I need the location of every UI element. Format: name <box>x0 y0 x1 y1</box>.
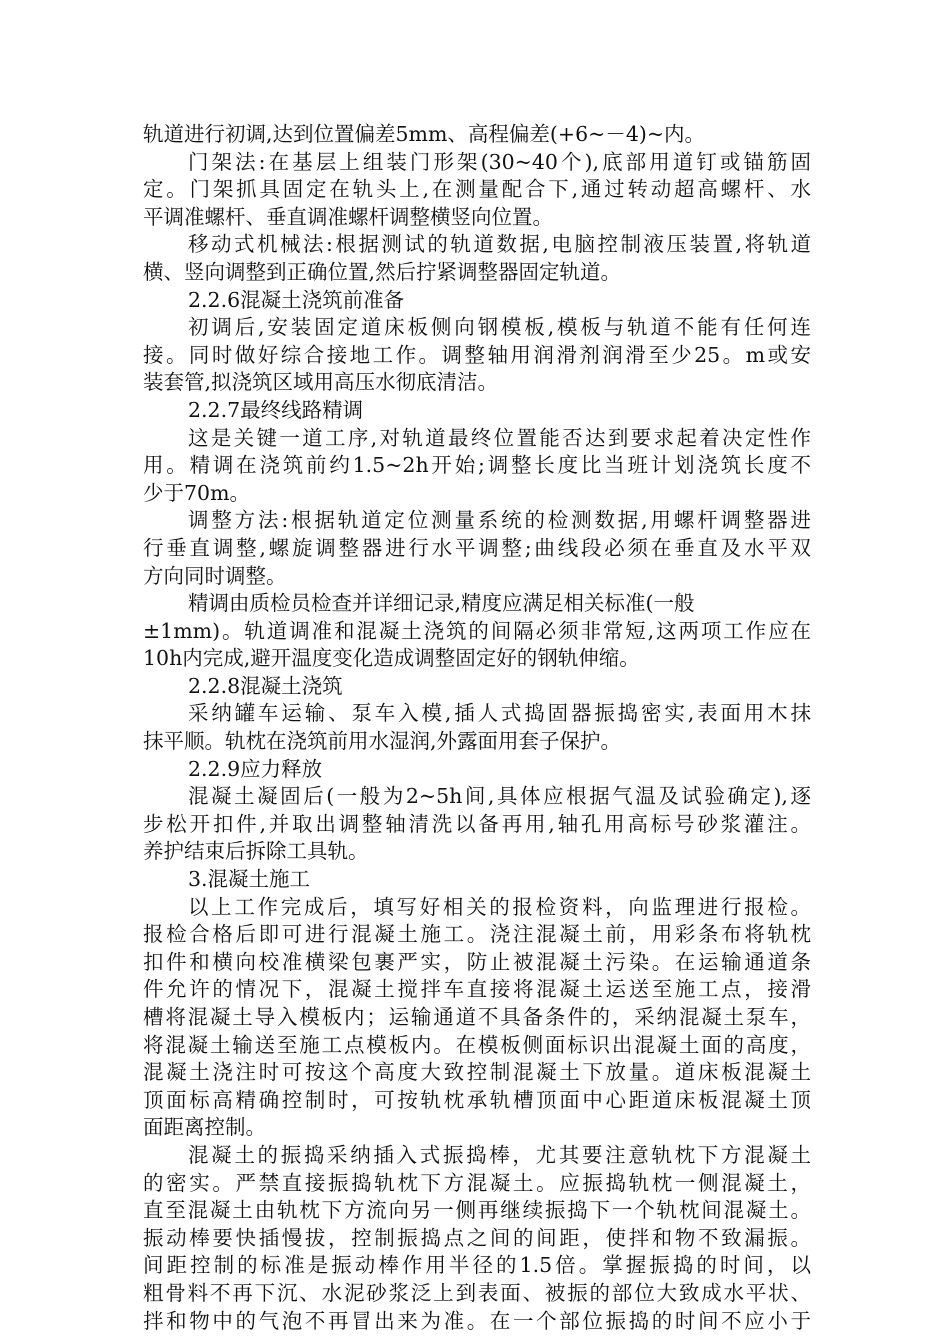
text-line: 调整方法:根据轨道定位测量系统的检测数据,用螺杆调整器进 <box>188 508 811 533</box>
text-line: 报检合格后即可进行混凝土施工。浇注混凝土前，用彩条布将轨枕 <box>143 922 811 947</box>
text-line: 平调准螺杆、垂直调准螺杆调整横竖向位置。 <box>143 204 553 229</box>
text-line: 面距离控制。 <box>143 1115 266 1140</box>
text-line: 养护结束后拆除工具轨。 <box>143 839 369 864</box>
text-line: 定。门架抓具固定在轨头上,在测量配合下,通过转动超高螺杆、水 <box>143 177 811 202</box>
text-line: 间距控制的标准是振动棒作用半径的1.5倍。掌握振捣的时间，以 <box>143 1253 811 1278</box>
text-line: 用。精调在浇筑前约1.5~2h开始;调整长度比当班计划浇筑长度不 <box>143 453 811 478</box>
text-line: 扣件和横向校准横梁包裹严实，防止被混凝土污染。在运输通道条 <box>143 949 811 974</box>
text-line: 将混凝土输送至施工点模板内。在模板侧面标识出混凝土面的高度， <box>143 1032 811 1057</box>
text-line: 件允许的情况下，混凝土搅拌车直接将混凝土运送至施工点，接滑 <box>143 977 811 1002</box>
text-line: 拌和物中的气泡不再冒出来为准。在一个部位振捣的时间不应小于 <box>143 1308 811 1333</box>
text-line: 振动棒要快插慢拔，控制振捣点之间的间距，使拌和物不致漏振。 <box>143 1225 811 1250</box>
text-line: 移动式机械法:根据测试的轨道数据,电脑控制液压装置,将轨道 <box>188 232 811 257</box>
text-line: 采纳罐车运输、泵车入模,插人式捣固器振捣密实,表面用木抹 <box>188 701 811 726</box>
text-line: 槽将混凝土导入模板内；运输通道不具备条件的，采纳混凝土泵车， <box>143 1005 811 1029</box>
text-line: 的密实。严禁直接振捣轨枕下方混凝土。应振捣轨枕一侧混凝土， <box>143 1170 811 1195</box>
text-line: 直至混凝土由轨枕下方流向另一侧再继续振捣下一个轨枕间混凝土。 <box>143 1198 811 1223</box>
text-line: 混凝土的振捣采纳插入式振捣棒，尤其要注意轨枕下方混凝土 <box>188 1142 811 1167</box>
text-line: 精调由质检员检查并详细记录,精度应满足相关标准(一般 <box>188 591 695 616</box>
document-body <box>143 121 811 1335</box>
text-line: 以上工作完成后，填写好相关的报检资料，向监理进行报检。 <box>188 894 811 919</box>
text-line: 混凝土凝固后(一般为2~5h间,具体应根据气温及试验确定),逐 <box>188 784 811 809</box>
text-line: 3.混凝土施工 <box>188 867 311 892</box>
text-line: 门架法:在基层上组装门形架(30~40个),底部用道钉或锚筋固 <box>188 149 811 174</box>
text-line: 装套管,拟浇筑区域用高压水彻底清洁。 <box>143 370 499 395</box>
text-line: 2.2.9应力释放 <box>188 756 323 781</box>
text-line: 初调后,安装固定道床板侧向钢模板,模板与轨道不能有任何连 <box>188 315 811 340</box>
text-line: 行垂直调整,螺旋调整器进行水平调整;曲线段必须在垂直及水平双 <box>143 535 811 560</box>
text-line: 抹平顺。轨枕在浇筑前用水湿润,外露面用套子保护。 <box>143 729 622 754</box>
text-line: 顶面标高精确控制时，可按轨枕承轨槽顶面中心距道床板混凝土顶 <box>143 1087 811 1112</box>
text-line: 2.2.7最终线路精调 <box>188 397 364 422</box>
text-line: 少于70m。 <box>143 480 251 505</box>
text-line: 这是关键一道工序,对轨道最终位置能否达到要求起着决定性作 <box>188 425 811 450</box>
text-line: 混凝土浇注时可按这个高度大致控制混凝土下放量。道床板混凝土 <box>143 1060 811 1085</box>
text-line: 轨道进行初调,达到位置偏差5mm、高程偏差(+6~－4)~内。 <box>143 122 706 146</box>
text-line: 粗骨料不再下沉、水泥砂浆泛上到表面、被振的部位大致成水平状、 <box>143 1280 811 1305</box>
text-line: 接。同时做好综合接地工作。调整轴用润滑剂润滑至少25。m或安 <box>143 342 811 367</box>
text-line: 步松开扣件,并取出调整轴清洗以备再用,轴孔用高标号砂浆灌注。 <box>143 811 811 836</box>
text-line: 横、竖向调整到正确位置,然后拧紧调整器固定轨道。 <box>143 259 622 284</box>
text-line: 2.2.8混凝土浇筑 <box>188 673 343 698</box>
text-line: 10h内完成,避开温度变化造成调整固定好的钢轨伸缩。 <box>143 646 640 671</box>
text-line: 2.2.6混凝土浇筑前准备 <box>188 287 405 312</box>
text-line: 方向同时调整。 <box>143 563 287 588</box>
text-line: ±1mm)。轨道调准和混凝土浇筑的间隔必须非常短,这两项工作应在 <box>143 618 811 643</box>
